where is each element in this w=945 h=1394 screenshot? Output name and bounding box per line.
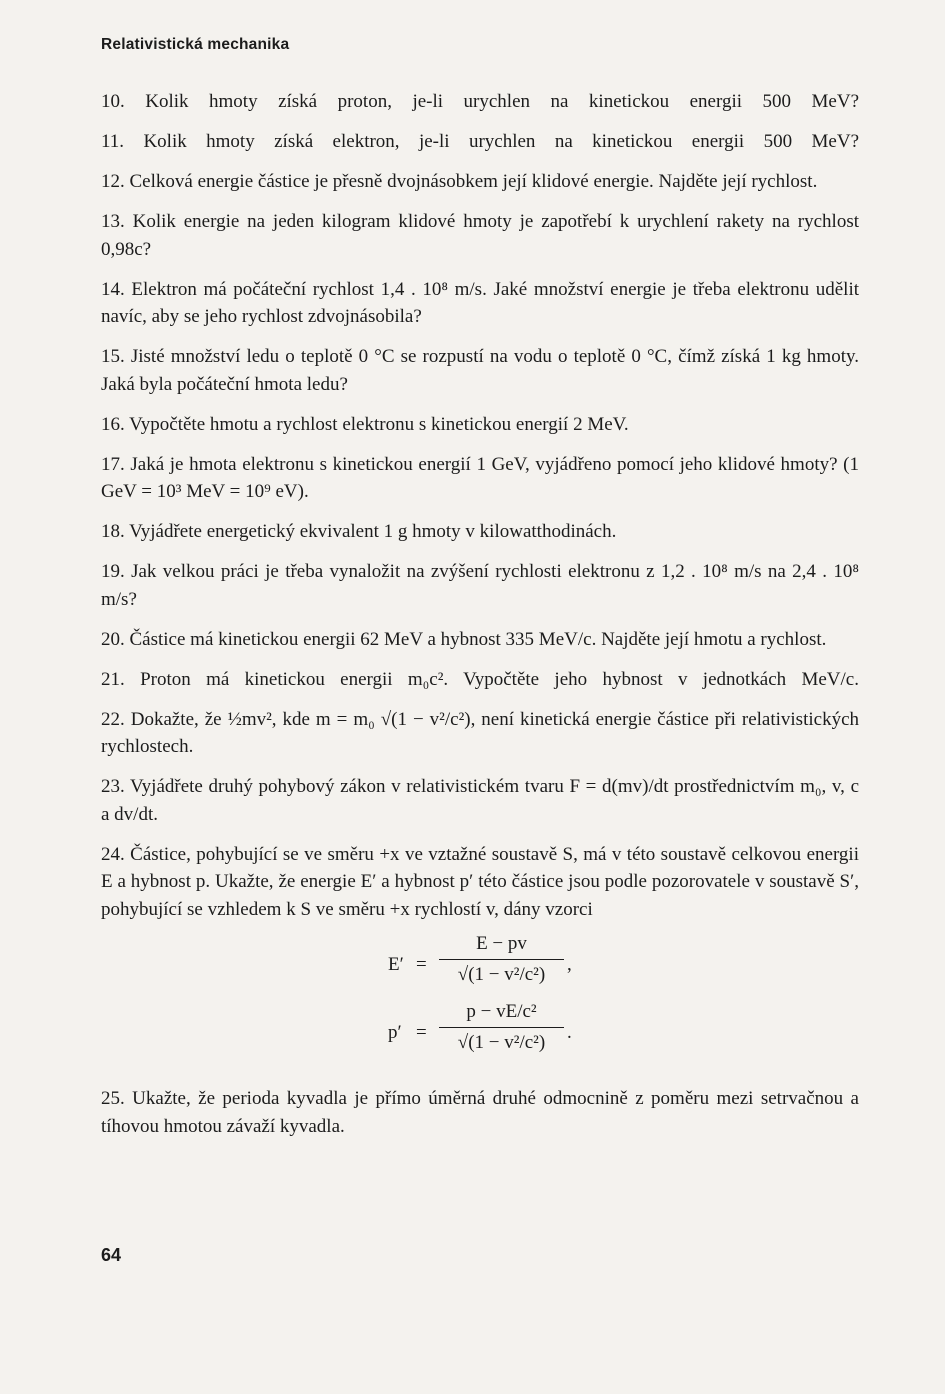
fraction-denominator: √(1 − v²/c²) [457,1032,546,1053]
fraction-numerator: p − vE/c² [466,1001,537,1022]
equals-sign: = [416,1022,427,1043]
equation-energy-transform [101,931,859,995]
problem-25: 25. Ukažte, že perioda kyvadla je přímo úměrná druhé odmocnině z poměru mezi setrvačnou a tíhovou hmotou závaží kyvadla. [101,1088,859,1137]
problem-22: 22. Dokažte, že ½mv², kde m = m₀ √(1 − v²/c²), není kinetická energie částice při relativistických rychlostech. [101,708,859,757]
equation-punctuation: , [567,954,572,975]
problem-list [101,88,859,1153]
problem-24: 24. Částice, pohybující se ve směru +x ve vztažné soustavě S, má v této soustavě celkovou energii E a hybnost p. Ukažte, že energie E′ a hybnost p′ této částice jsou podle pozorovatele v soustavě S′, pohybující se vzhledem k S ve směru +x rychlostí v, dány vzorci [101,843,859,920]
problem-20: 20. Částice má kinetickou energii 62 MeV a hybnost 335 MeV/c. Najděte její hmotu a rychlost. [101,628,827,650]
problem-18: 18. Vyjádřete energetický ekvivalent 1 g hmoty v kilowatthodinách. [101,521,617,542]
equation-punctuation: . [567,1022,572,1043]
problem-11: 11. Kolik hmoty získá elektron, je-li urychlen na kinetickou energii 500 MeV? [101,131,859,152]
problem-12: 12. Celková energie částice je přesně dvojnásobkem její klidové energie. Najděte její rychlost. [101,171,818,192]
fraction [439,999,564,1056]
fraction [439,931,564,988]
problem-16: 16. Vypočtěte hmotu a rychlost elektronu s kinetickou energií 2 MeV. [101,413,629,435]
page-number: 64 [101,1245,122,1265]
running-header: Relativistická mechanika [101,36,290,53]
fraction-denominator: √(1 − v²/c²) [457,964,546,985]
equation-lhs: E′ [388,954,404,975]
problem-15: 15. Jisté množství ledu o teplotě 0 °C se rozpustí na vodu o teplotě 0 °C, čímž získá 1 kg hmoty. Jaká byla počáteční hmota ledu? [101,346,859,395]
problem-13: 13. Kolik energie na jeden kilogram klidové hmoty je zapotřebí k urychlení rakety na rychlost 0,98c? [101,211,859,260]
problem-10: 10. Kolik hmoty získá proton, je-li urychlen na kinetickou energii 500 MeV? [101,91,859,112]
problem-21: 21. Proton má kinetickou energii m₀c². Vypočtěte jeho hybnost v jednotkách MeV/c. [101,668,859,690]
fraction-numerator: E − pv [476,933,527,954]
problem-19: 19. Jak velkou práci je třeba vynaložit na zvýšení rychlosti elektronu z 1,2 . 10⁸ m/s na 2,4 . 10⁸ m/s? [101,561,859,610]
problem-23: 23. Vyjádřete druhý pohybový zákon v relativistickém tvaru F = d(mv)/dt prostřednictvím m₀, v, c a dv/dt. [101,776,859,825]
problem-14: 14. Elektron má počáteční rychlost 1,4 . 10⁸ m/s. Jaké množství energie je třeba elektronu udělit navíc, aby se jeho rychlost zdvojnásobila? [101,278,859,327]
equation-momentum-transform [101,999,859,1063]
equals-sign: = [416,954,427,975]
equation-lhs: p′ [388,1022,402,1043]
problem-17: 17. Jaká je hmota elektronu s kinetickou energií 1 GeV, vyjádřeno pomocí jeho klidové hmoty? (1 GeV = 10³ MeV = 10⁹ eV). [101,453,859,502]
